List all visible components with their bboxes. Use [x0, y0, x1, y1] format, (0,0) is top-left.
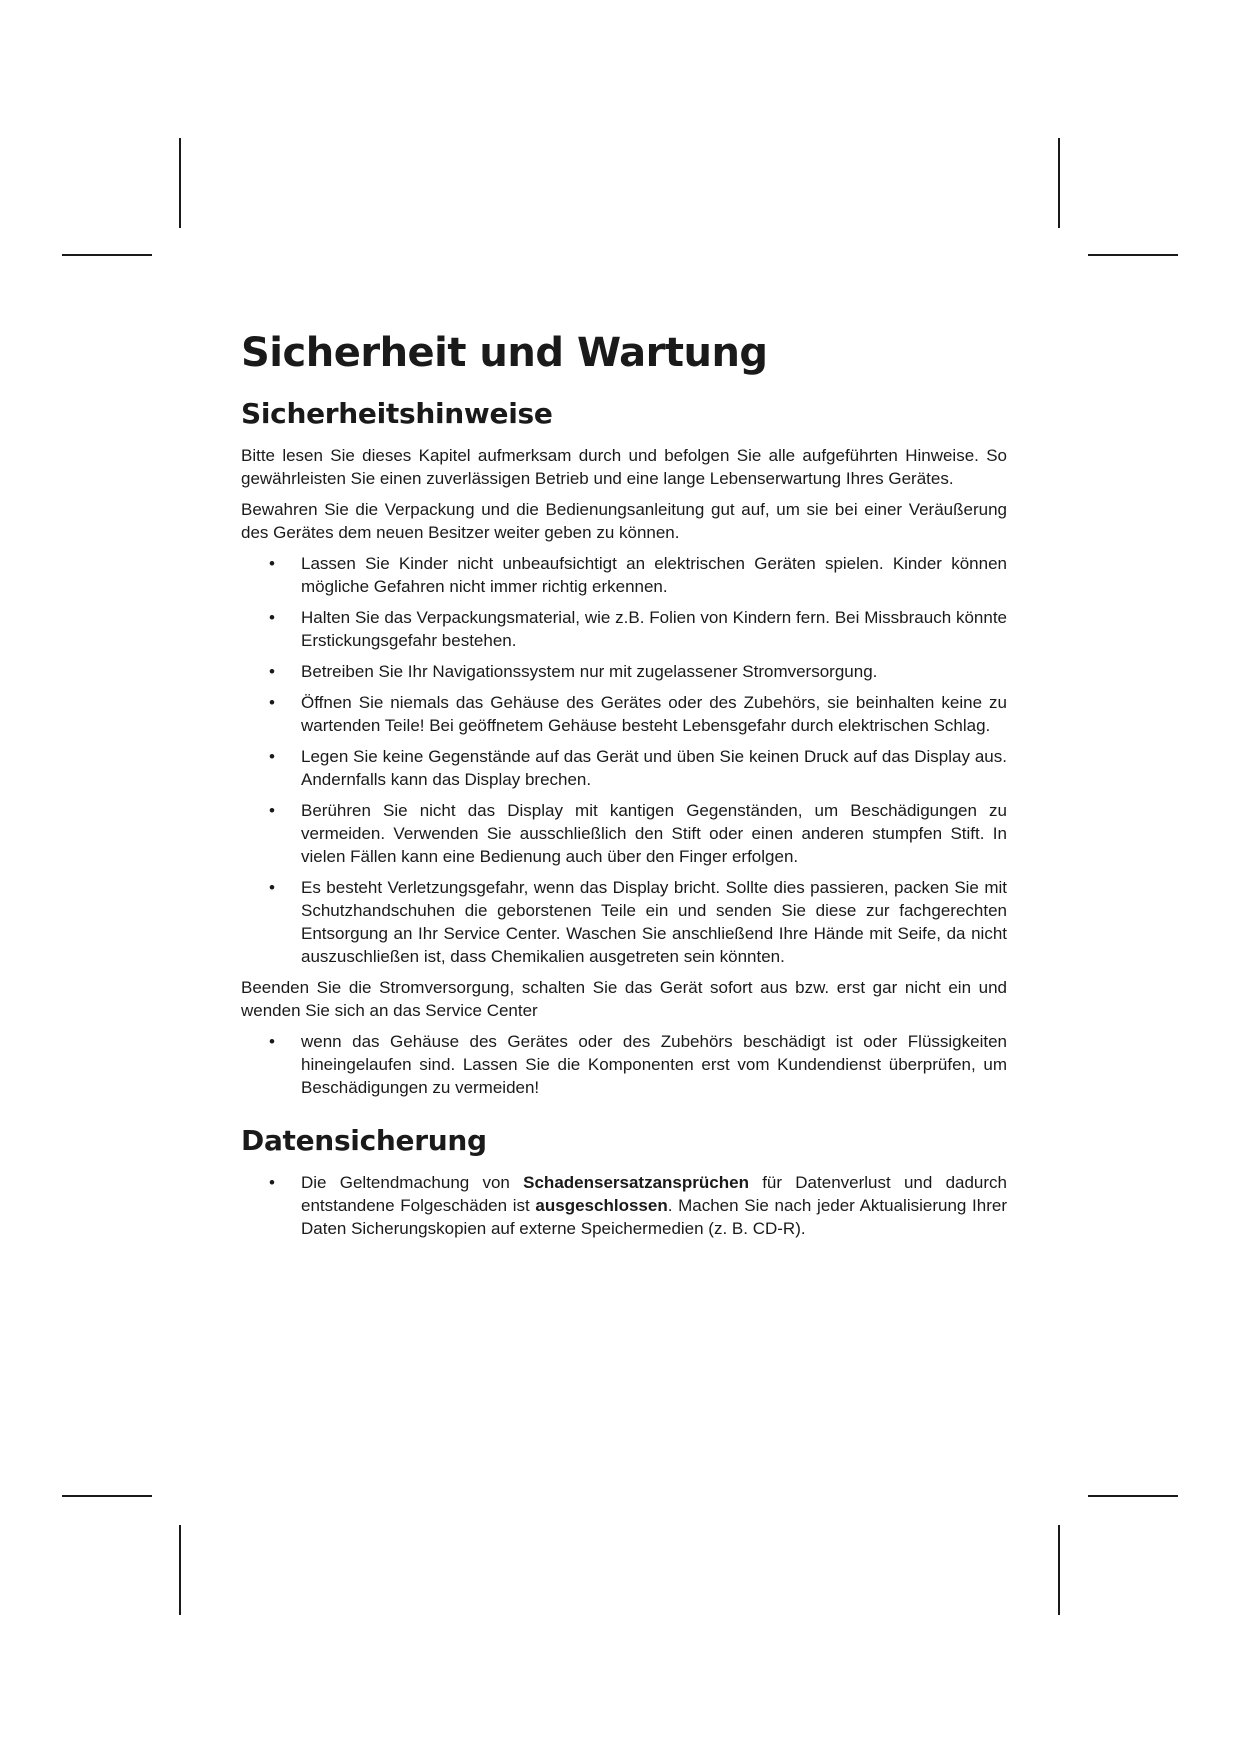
list-item-text: Öffnen Sie niemals das Gehäuse des Gerätes oder des Zubehörs, sie beinhalten keine zu wartenden Teile! Bei geöffnetem Gehäuse besteht Lebensgefahr durch elektrischen Schlag. [301, 693, 1007, 736]
backup-text-part-3: . Machen Sie nach jeder Aktualisierung Ihrer Daten Sicherungskopien auf externe Speichermedien (z. B. CD-R). [301, 1196, 1007, 1239]
bullet-icon: • [269, 878, 275, 898]
list-item-text: Betreiben Sie Ihr Navigationssystem nur mit zugelassener Stromversorgung. [301, 662, 878, 682]
crop-mark-top-right-vertical [1058, 138, 1060, 228]
crop-mark-bottom-left-vertical [179, 1525, 181, 1615]
list-item-text: Halten Sie das Verpackungsmaterial, wie z.B. Folien von Kindern fern. Bei Missbrauch könnte Erstickungsgefahr bestehen. [301, 608, 1007, 651]
paragraph-intro-2: Bewahren Sie die Verpackung und die Bedienungsanleitung gut auf, um sie bei einer Veräußerung des Gerätes dem neuen Besitzer weiter geben zu können. [241, 500, 1007, 543]
safety-list [241, 552, 1007, 968]
crop-mark-top-left-vertical [179, 138, 181, 228]
bullet-icon: • [269, 747, 275, 767]
bullet-icon: • [269, 693, 275, 713]
list-item [269, 552, 1007, 598]
section-heading-safety: Sicherheitshinweise [241, 397, 553, 430]
list-item [269, 691, 1007, 737]
bullet-icon: • [269, 608, 275, 628]
backup-text-bold-2: ausgeschlossen [535, 1196, 668, 1216]
backup-list [241, 1171, 1007, 1240]
page-title: Sicherheit und Wartung [241, 330, 768, 376]
list-item [269, 1030, 1007, 1099]
list-item [269, 606, 1007, 652]
section-heading-backup: Datensicherung [241, 1124, 487, 1158]
backup-text-bold-1: Schadensersatzansprüchen [523, 1173, 749, 1193]
page-content [241, 330, 1007, 1248]
bullet-icon: • [269, 662, 275, 682]
list-item [269, 660, 1007, 683]
bullet-icon: • [269, 554, 275, 574]
crop-mark-top-left-horizontal [62, 254, 152, 256]
crop-mark-bottom-right-horizontal [1088, 1495, 1178, 1497]
list-item [269, 876, 1007, 968]
bullet-icon: • [269, 801, 275, 821]
backup-text-part-2: für Datenverlust und dadurch entstandene Folgeschäden ist [301, 1173, 1008, 1216]
bullet-icon: • [269, 1032, 275, 1052]
crop-mark-bottom-right-vertical [1058, 1525, 1060, 1615]
list-item [269, 799, 1007, 868]
list-item-text: Lassen Sie Kinder nicht unbeaufsichtigt an elektrischen Geräten spielen. Kinder können mögliche Gefahren nicht immer richtig erkennen. [301, 554, 1007, 597]
paragraph-outro: Beenden Sie die Stromversorgung, schalten Sie das Gerät sofort aus bzw. erst gar nicht ein und wenden Sie sich an das Service Center [241, 978, 1007, 1021]
list-item-text: wenn das Gehäuse des Gerätes oder des Zubehörs beschädigt ist oder Flüssigkeiten hineingelaufen sind. Lassen Sie die Komponenten erst vom Kundendienst überprüfen, um Beschädigungen zu vermeiden! [301, 1032, 1007, 1098]
backup-text-part-1: Die Geltendmachung von [301, 1173, 524, 1193]
list-item-text: Legen Sie keine Gegenstände auf das Gerät und üben Sie keinen Druck auf das Display aus. Andernfalls kann das Display brechen. [301, 747, 1007, 790]
bullet-icon: • [269, 1173, 275, 1193]
crop-mark-top-right-horizontal [1088, 254, 1178, 256]
list-item [269, 745, 1007, 791]
paragraph-intro-1: Bitte lesen Sie dieses Kapitel aufmerksam durch und befolgen Sie alle aufgeführten Hinweise. So gewährleisten Sie einen zuverlässigen Betrieb und eine lange Lebenserwartung Ihres Gerätes. [241, 446, 1007, 489]
list-item [269, 1171, 1008, 1240]
outro-list [241, 1030, 1007, 1099]
list-item-text: Berühren Sie nicht das Display mit kantigen Gegenständen, um Beschädigungen zu vermeiden. Verwenden Sie ausschließlich den Stift oder einen anderen stumpfen Stift. In vielen Fällen kann eine Bedienung auch über den Finger erfolgen. [301, 801, 1007, 867]
list-item-text: Es besteht Verletzungsgefahr, wenn das Display bricht. Sollte dies passieren, packen Sie mit Schutzhandschuhen die geborstenen Teile ein und senden Sie diese zur fachgerechten Entsorgung an Ihr Service Center. Waschen Sie anschließend Ihre Hände mit Seife, da nicht auszuschließen ist, dass Chemikalien ausgetreten sein könnten. [301, 878, 1007, 967]
crop-mark-bottom-left-horizontal [62, 1495, 152, 1497]
